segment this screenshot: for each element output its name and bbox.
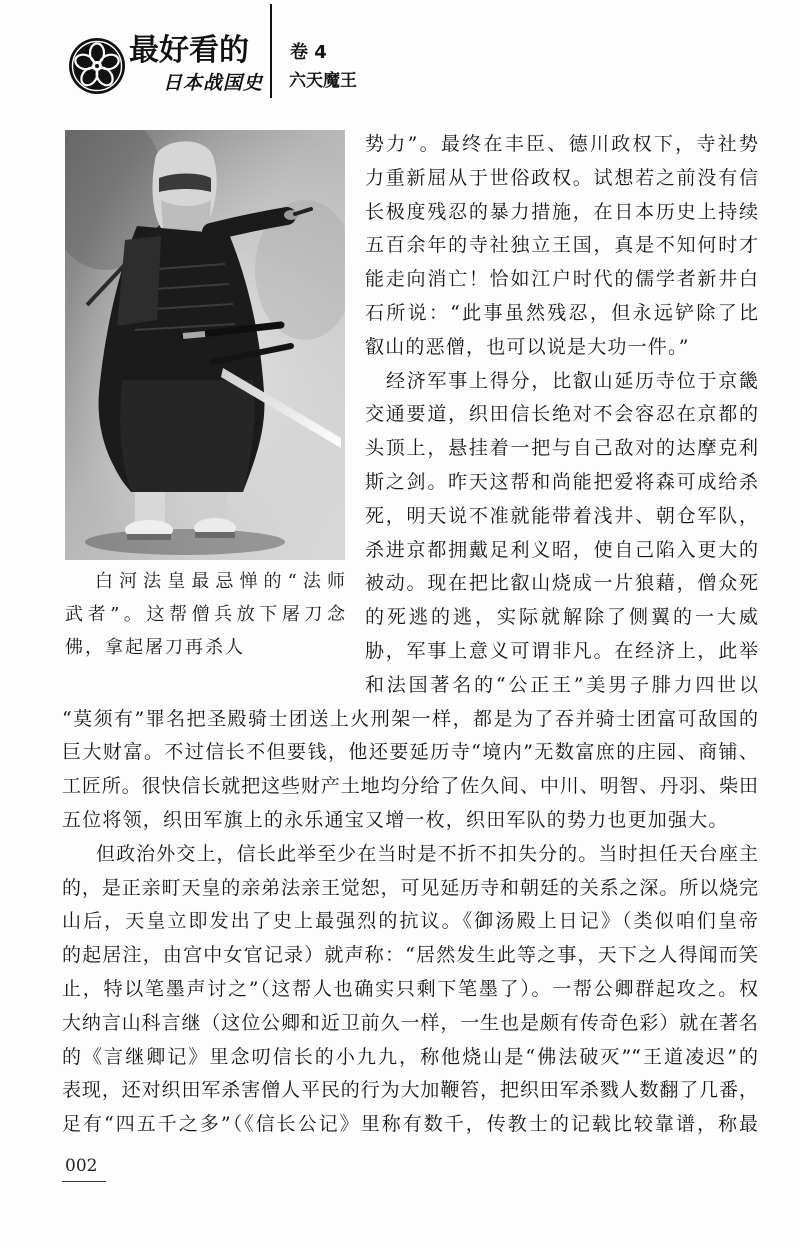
body-line: “莫须有”罪名把圣殿骑士团送上火刑架一样，都是为了吞并骑士团富可敌国的 (62, 707, 758, 730)
body-line: 胁，军事上意义可谓非凡。在经济上，此举 (365, 639, 758, 662)
body-line: 杀进京都拥戴足利义昭，使自己陷入更大的 (365, 538, 758, 561)
volume-title: 六天魔王 (289, 71, 357, 91)
body-line: 叡山的恶僧，也可以说是大功一件。” (365, 335, 690, 358)
body-line: 的《言继卿记》里念叨信长的小九九，称他烧山是“佛法破灭”“王道凌迟”的 (62, 1045, 758, 1068)
body-line: 表现，还对织田军杀害僧人平民的行为大加鞭笞，把织田军杀戮人数翻了几番， (62, 1079, 758, 1102)
body-line: 力重新屈从于世俗政权。试想若之前没有信 (365, 166, 758, 189)
oda-crest-icon (68, 37, 126, 95)
body-line: 和法国著名的“公正王”美男子腓力四世以 (365, 673, 758, 696)
body-line: 长极度残忍的暴力措施，在日本历史上持续 (365, 200, 758, 223)
body-line: 的起居注，由宫中女官记录）就声称：“居然发生此等之事，天下之人得闻而笑 (62, 944, 758, 967)
body-line: 足有“四五千之多”（《信长公记》里称有数千，传教士的记载比较靠谱，称最 (62, 1113, 758, 1136)
series-title: 最好看的 (129, 33, 249, 68)
volume-label: 卷 4 (290, 42, 327, 63)
body-text (62, 128, 758, 1142)
paragraph (62, 128, 758, 365)
body-line: 止，特以笔墨声讨之”（这帮人也确实只剩下笔墨了）。一帮公卿群起攻之。权 (62, 977, 758, 1000)
body-line: 斯之剑。昨天这帮和尚能把爱将森可成给杀 (365, 470, 758, 493)
body-line: 死，明天说不准就能带着浅井、朝仓军队， (365, 504, 758, 527)
body-line: 大纳言山科言继（这位公卿和近卫前久一样，一生也是颇有传奇色彩）就在著名 (62, 1011, 758, 1034)
page-number-rule (62, 1181, 106, 1182)
body-line: 经济军事上得分，比叡山延历寺位于京畿 (386, 369, 758, 392)
body-line: 五位将领，织田军旗上的永乐通宝又增一枚，织田军队的势力也更加强大。 (62, 808, 729, 831)
body-line: 石所说：“此事虽然残忍，但永远铲除了比 (365, 301, 758, 324)
header-divider (270, 4, 272, 98)
body-line: 巨大财富。不过信长不但要钱，他还要延历寺“境内”无数富庶的庄园、商铺、 (62, 741, 758, 764)
caption-line: 佛，拿起屠刀再杀人 (65, 637, 245, 658)
body-line: 的死逃的逃，实际就解除了侧翼的一大威 (365, 606, 758, 629)
body-line: 能走向消亡！恰如江户时代的儒学者新井白 (365, 268, 758, 291)
body-line: 工匠所。很快信长就把这些财产土地均分给了佐久间、中川、明智、丹羽、柴田 (62, 775, 758, 798)
caption-line: 武者”。这帮僧兵放下屠刀念 (65, 604, 345, 625)
body-line: 山后，天皇立即发出了史上最强烈的抗议。《御汤殿上日记》（类似咱们皇帝 (62, 910, 758, 933)
series-subtitle: 日本战国史 (163, 72, 264, 94)
paragraph (62, 365, 758, 838)
body-line: 五百余年的寺社独立王国，真是不知何时才 (365, 234, 758, 257)
body-line: 势力”。最终在丰臣、德川政权下，寺社势 (365, 133, 758, 155)
page-number: 002 (65, 1156, 98, 1176)
body-line: 被动。现在把比叡山烧成一片狼藉，僧众死 (365, 572, 758, 595)
body-line: 但政治外交上，信长此举至少在当时是不折不扣失分的。当时担任天台座主 (96, 842, 758, 865)
body-line: 交通要道，织田信长绝对不会容忍在京都的 (365, 403, 758, 426)
body-line: 头顶上，悬挂着一把与自己敌对的达摩克利 (365, 437, 758, 460)
body-line: 的，是正亲町天皇的亲弟法亲王觉恕，可见延历寺和朝廷的关系之深。所以烧完 (62, 876, 758, 899)
caption-line: 白河法皇最忌惮的“法师 (95, 571, 345, 592)
paragraph (62, 838, 758, 1142)
